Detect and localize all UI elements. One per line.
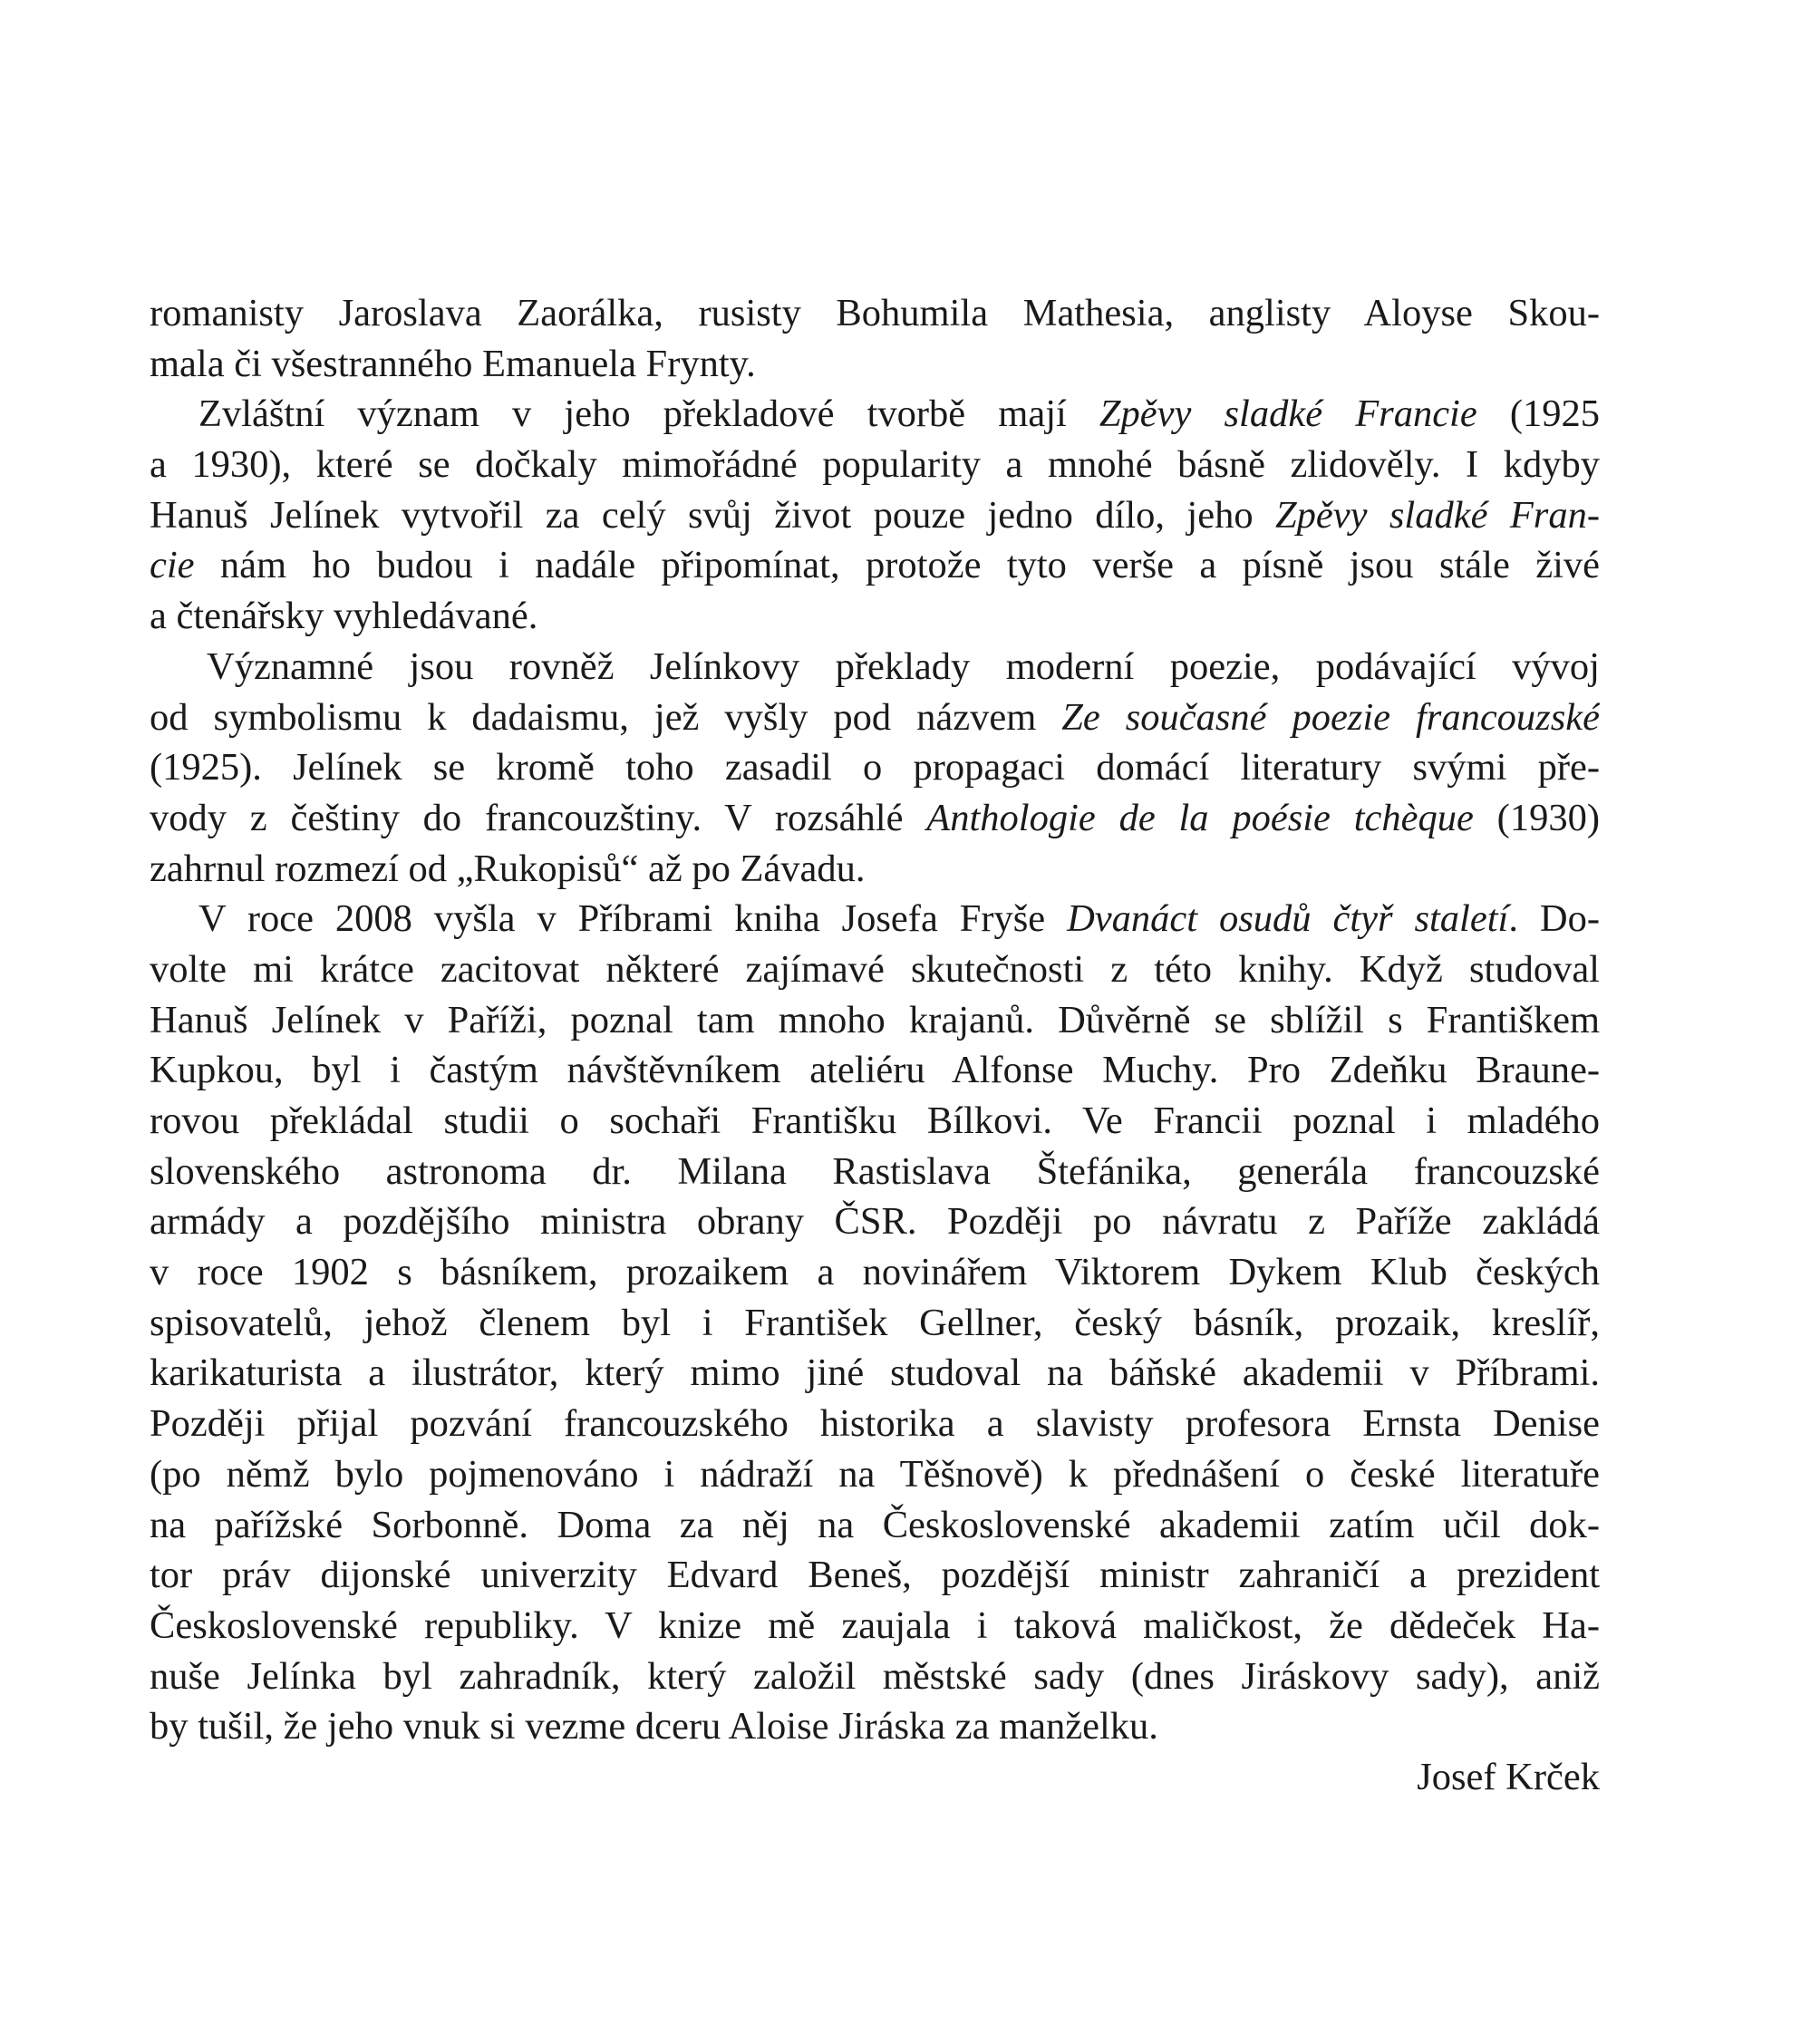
text-line: (po němž bylo pojmenováno i nádraží na Těšnově) k přednášení o české literatuře xyxy=(150,1452,1600,1496)
text-line: karikaturista a ilustrátor, který mimo jiné studoval na báňské akademii v Příbrami. xyxy=(150,1351,1600,1395)
text-line: (1925). Jelínek se kromě toho zasadil o propagaci domácí literatury svými pře- xyxy=(150,746,1600,789)
text-line: a čtenářsky vyhledávané. xyxy=(150,595,538,638)
text-line: vody z češtiny do francouzštiny. V rozsáhlé Anthologie de la poésie tchèque (1930) xyxy=(150,796,1600,839)
text-line: romanisty Jaroslava Zaorálka, rusisty Bohumila Mathesia, anglisty Aloyse Skou- xyxy=(150,292,1600,334)
text-line: mala či všestranného Emanuela Frynty. xyxy=(150,342,756,385)
text-line: rovou překládal studii o sochaři Františku Bílkovi. Ve Francii poznal i mladého xyxy=(150,1099,1600,1142)
text-line: a 1930), které se dočkaly mimořádné popularity a mnohé básně zlidověly. I kdyby xyxy=(150,443,1600,487)
book-title: Anthologie de la poésie tchèque xyxy=(926,796,1474,839)
book-title: Zpěvy sladké Francie xyxy=(1099,392,1477,436)
book-title: Dvanáct osudů čtyř staletí xyxy=(1067,897,1509,941)
paragraph-4 xyxy=(150,894,1600,1752)
text-line: Později přijal pozvání francouzského historika a slavisty profesora Ernsta Denise xyxy=(150,1402,1600,1446)
text-line: spisovatelů, jehož členem byl i František Gellner, český básník, prozaik, kreslíř, xyxy=(150,1301,1600,1344)
paragraph-3 xyxy=(150,642,1600,894)
text-line: Zvláštní význam v jeho překladové tvorbě mají Zpěvy sladké Francie (1925 xyxy=(198,392,1600,436)
text-line: Kupkou, byl i častým návštěvníkem ateliéru Alfonse Muchy. Pro Zdeňku Braune- xyxy=(150,1049,1600,1092)
text-line: Hanuš Jelínek v Paříži, poznal tam mnoho krajanů. Důvěrně se sblížil s Františkem xyxy=(150,998,1600,1041)
text-line: tor práv dijonské univerzity Edvard Beneš, pozdější ministr zahraničí a prezident xyxy=(150,1554,1600,1597)
text-line: by tušil, že jeho vnuk si vezme dceru Aloise Jiráska za manželku. xyxy=(150,1705,1158,1748)
text-line: Významné jsou rovněž Jelínkovy překlady moderní poezie, podávající vývoj xyxy=(207,644,1600,688)
text-line: na pařížské Sorbonně. Doma za něj na Československé akademii zatím učil dok- xyxy=(150,1503,1600,1546)
book-title: Zpěvy sladké Fran- xyxy=(1275,493,1600,537)
book-title: Ze současné poezie francouzské xyxy=(1061,695,1600,739)
book-title: cie xyxy=(150,544,195,587)
text-line: Hanuš Jelínek vytvořil za celý svůj život pouze jedno dílo, jeho Zpěvy sladké Fran- xyxy=(150,493,1600,537)
paragraph-1 xyxy=(150,288,1600,389)
document-page xyxy=(150,288,1600,1803)
text-line: volte mi krátce zacitovat některé zajímavé skutečnosti z této knihy. Když studoval xyxy=(150,947,1600,991)
paragraph-2 xyxy=(150,389,1600,641)
author-signature: Josef Krček xyxy=(1417,1755,1600,1798)
text-line: nuše Jelínka byl zahradník, který založil městské sady (dnes Jiráskovy sady), aniž xyxy=(150,1654,1600,1698)
text-line: V roce 2008 vyšla v Příbrami kniha Josefa Fryše Dvanáct osudů čtyř staletí. Do- xyxy=(198,897,1600,941)
text-line: Československé republiky. V knize mě zaujala i taková maličkost, že dědeček Ha- xyxy=(150,1603,1600,1647)
text-line: od symbolismu k dadaismu, jež vyšly pod názvem Ze současné poezie francouzské xyxy=(150,695,1600,739)
text-line: slovenského astronoma dr. Milana Rastislava Štefánika, generála francouzské xyxy=(150,1149,1600,1193)
text-line: v roce 1902 s básníkem, prozaikem a novinářem Viktorem Dykem Klub českých xyxy=(150,1251,1600,1294)
text-line: armády a pozdějšího ministra obrany ČSR. Později po návratu z Paříže zakládá xyxy=(150,1200,1600,1244)
text-line: zahrnul rozmezí od „Rukopisů“ až po Závadu. xyxy=(150,847,866,890)
text-line: cie nám ho budou i nadále připomínat, protože tyto verše a písně jsou stále živé xyxy=(150,544,1600,587)
